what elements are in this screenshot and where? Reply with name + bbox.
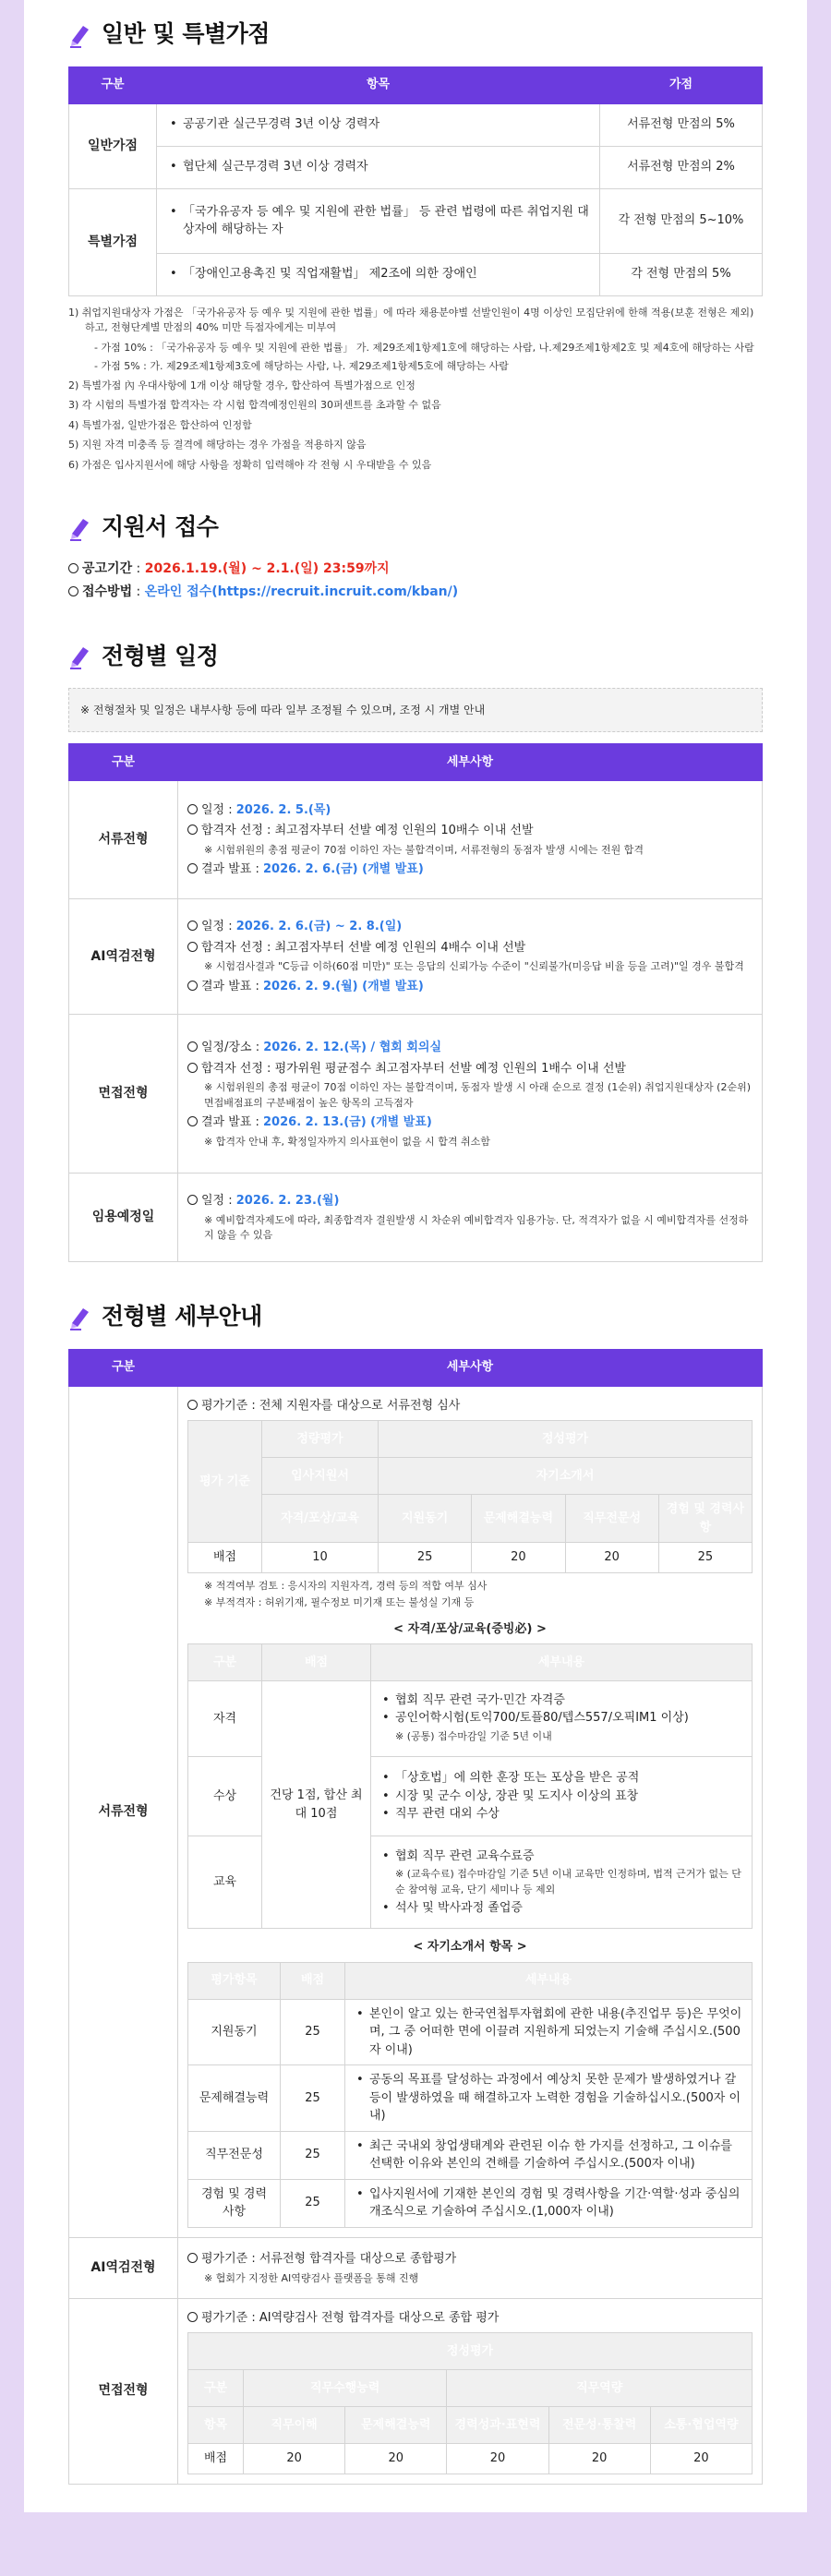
score-header: 평가 기준 bbox=[188, 1421, 262, 1543]
ai-note: ※ 협회가 지정한 AI역량검사 플랫폼을 통해 진행 bbox=[204, 2271, 419, 2284]
schedule-category: 면접전형 bbox=[69, 1015, 178, 1174]
bonus-table bbox=[68, 66, 763, 296]
score-header: 입사지원서 bbox=[262, 1458, 379, 1495]
section-title-details bbox=[68, 1299, 763, 1334]
circle-icon bbox=[68, 586, 78, 596]
section-title-text: 일반 및 특별가점 bbox=[102, 20, 270, 47]
qual-header: 세부내용 bbox=[371, 1644, 753, 1681]
qual-detail: • 「상호법」에 의한 훈장 또는 포상을 받은 공적 • 시장 및 군수 이상, 장관 및 도지사 이상의 표창 • 직무 관련 대외 수상 bbox=[371, 1757, 753, 1836]
interview-header: 문제해결능력 bbox=[345, 2407, 447, 2444]
schedule-category: 임용예정일 bbox=[69, 1174, 178, 1262]
detail-category: AI역검전형 bbox=[69, 2237, 178, 2298]
qual-note: ※ (공통) 접수마감일 기준 5년 이내 bbox=[395, 1729, 552, 1742]
schedule-note: ※ 시험검사결과 "C등급 이하(60점 미만)" 또는 응답의 신뢰가능 수준이 "신뢰불가(미응답 비율 등을 고려)"일 경우 불합격 bbox=[204, 960, 744, 972]
note: 1) 취업지원대상자 가점은 「국가유공자 등 예우 및 지원에 관한 법률」에 따라 채용분야별 선발인원이 4명 이상인 모집단위에 한해 적용(보훈 전형은 제외)하고, 전형단계별 만점의 40% 미만 득점자에게는 미부여 bbox=[68, 306, 754, 333]
circle-icon bbox=[187, 1063, 198, 1073]
score-cell: 25 bbox=[379, 1543, 472, 1573]
application-method: 접수방법 : 온라인 접수(https://recruit.incruit.com/kban/) bbox=[68, 583, 763, 602]
method-label: 접수방법 bbox=[82, 584, 133, 599]
schedule-table bbox=[68, 743, 763, 1262]
score-cell: 20 bbox=[565, 1543, 658, 1573]
schedule-detail: 일정 : 2026. 2. 23.(월) ※ 예비합격자제도에 따라, 최종합격자 결원발생 시 차순위 예비합격자 임용가능. 단, 적격자가 없을 시 예비합격자를 선정하지 않을 수 있음 bbox=[178, 1174, 763, 1262]
period-label: 공고기간 bbox=[82, 560, 133, 576]
interview-cell: 20 bbox=[244, 2444, 345, 2474]
note: - 가점 10% : 「국가유공자 등 예우 및 지원에 관한 법률」 가. 제29조제1항제1호에 해당하는 사람, 나.제29조제1항제2호 및 제4호에 해당하는 사람 bbox=[94, 341, 754, 354]
doc-note: ※ 적격여부 검토 : 응시자의 지원자격, 경력 등의 적합 여부 심사 bbox=[204, 1579, 488, 1592]
bonus-notes bbox=[68, 306, 763, 474]
interview-cell: 20 bbox=[447, 2444, 548, 2474]
schedule-detail: 일정/장소 : 2026. 2. 12.(목) / 협회 회의실 합격자 선정 : 평가위원 평균점수 최고점자부터 선발 예정 인원의 1배수 이내 선발 ※ 시험위원의 총점 평균이 70점 이하인 자는 불합격이며, 동점자 발생 시 아래 순으로 결정 (1순위) 취업지원대상자 (2순위) 면접배점표의 구분배점이 높은 항목의 고득점자 결과 발표 : 2026. 2. 13.(금) (개별 발표) ※ 합격자 안내 후, 확정일자까지 의사표현이 없을 시 합격 취소함 bbox=[178, 1015, 763, 1174]
section-title-schedule bbox=[68, 639, 763, 674]
schedule-detail: 일정 : 2026. 2. 5.(목) 합격자 선정 : 최고점자부터 선발 예정 인원의 10배수 이내 선발 ※ 시험위원의 총점 평균이 70점 이하인 자는 불합격이며, 서류전형의 동점자 발생 시에는 전원 합격 결과 발표 : 2026. 2. 6.(금) (개별 발표) bbox=[178, 781, 763, 899]
essay-detail: • 최근 국내외 창업생태계와 관련된 이슈 한 가지를 선정하고, 그 이슈를 선택한 이유와 본인의 견해를 기술하여 주십시오.(500자 이내) bbox=[345, 2131, 753, 2179]
interview-cell: 20 bbox=[650, 2444, 752, 2474]
header-category: 구분 bbox=[69, 744, 178, 781]
details-table bbox=[68, 1349, 763, 2485]
schedule-note: ※ 시험위원의 총점 평균이 70점 이하인 자는 불합격이며, 동점자 발생 시 아래 순으로 결정 (1순위) 취업지원대상자 (2순위) 면접배점표의 구분배점이 높은 항목의 고득점자 bbox=[204, 1081, 751, 1109]
qual-note: ※ (교육수료) 접수마감일 기준 5년 이내 교육만 인정하며, 법적 근거가 없는 단순 참여형 교육, 단기 세미나 등 제외 bbox=[395, 1868, 741, 1896]
qual-header: 배점 bbox=[262, 1644, 371, 1681]
essay-header: 배점 bbox=[281, 1962, 345, 1999]
doc-detail bbox=[178, 1386, 763, 2237]
circle-icon bbox=[187, 921, 198, 931]
interview-cell: 20 bbox=[548, 2444, 650, 2474]
schedule-note: ※ 예비합격자제도에 따라, 최종합격자 결원발생 시 차순위 예비합격자 임용가능. 단, 적격자가 없을 시 예비합격자를 선정하지 않을 수 있음 bbox=[204, 1213, 749, 1242]
score-cell: 배점 bbox=[188, 1543, 262, 1573]
pencil-icon bbox=[68, 513, 94, 541]
score-header: 자격/포상/교육 bbox=[262, 1495, 379, 1543]
circle-icon bbox=[187, 1116, 198, 1126]
score-cell: 10 bbox=[262, 1543, 379, 1573]
bonus-item bbox=[157, 146, 600, 188]
interview-header: 직무이해 bbox=[244, 2407, 345, 2444]
qual-header: 구분 bbox=[188, 1644, 262, 1681]
essay-category: 문제해결능력 bbox=[188, 2065, 281, 2132]
essay-category: 지원동기 bbox=[188, 1999, 281, 2065]
note: - 가점 5% : 가. 제29조제1항제3호에 해당하는 사람, 나. 제29조제1항제5호에 해당하는 사람 bbox=[94, 360, 509, 372]
category-special: 특별가점 bbox=[69, 188, 157, 295]
essay-detail: • 입사지원서에 기재한 본인의 경험 및 경력사항을 기간·역할·성과 중심의 개조식으로 기술하여 주십시오.(1,000자 이내) bbox=[345, 2179, 753, 2227]
essay-score: 25 bbox=[281, 2065, 345, 2132]
interview-header: 정성평가 bbox=[188, 2333, 753, 2370]
circle-icon bbox=[187, 942, 198, 952]
circle-icon bbox=[187, 804, 198, 814]
schedule-note: ※ 합격자 안내 후, 확정일자까지 의사표현이 없을 시 합격 취소함 bbox=[204, 1135, 490, 1148]
header-detail: 세부사항 bbox=[178, 744, 763, 781]
qual-category: 교육 bbox=[188, 1836, 262, 1929]
essay-score: 25 bbox=[281, 2131, 345, 2179]
pencil-icon bbox=[68, 1303, 94, 1330]
essay-header: 세부내용 bbox=[345, 1962, 753, 1999]
circle-icon bbox=[187, 1041, 198, 1052]
score-header: 문제해결능력 bbox=[472, 1495, 565, 1543]
essay-category: 경험 및 경력사항 bbox=[188, 2179, 281, 2227]
section-title-application bbox=[68, 510, 763, 545]
application-link[interactable]: 온라인 접수(https://recruit.incruit.com/kban/) bbox=[144, 584, 459, 599]
interview-header: 직무역량 bbox=[447, 2370, 753, 2407]
bonus-item-text: • 「장애인고용촉진 및 직업재활법」 제2조에 의한 장애인 bbox=[166, 265, 590, 283]
note: 2) 특별가점 內 우대사항에 1개 이상 해당할 경우, 합산하여 특별가점으로 인정 bbox=[68, 379, 416, 391]
interview-score-table bbox=[187, 2332, 753, 2474]
essay-category: 직무전문성 bbox=[188, 2131, 281, 2179]
detail-category: 면접전형 bbox=[69, 2298, 178, 2484]
ai-detail bbox=[178, 2237, 763, 2298]
qual-detail: • 협회 직무 관련 교육수료증 ※ (교육수료) 접수마감일 기준 5년 이내 교육만 인정하며, 법적 근거가 없는 단순 참여형 교육, 단기 세미나 등 제외 • 석사 및 박사과정 졸업증 bbox=[371, 1836, 753, 1929]
bonus-item-text: • 협단체 실근무경력 3년 이상 경력자 bbox=[166, 158, 590, 176]
header-category: 구분 bbox=[69, 1349, 178, 1386]
interview-detail bbox=[178, 2298, 763, 2484]
note: 3) 각 시험의 특별가점 합격자는 각 시험 합격예정인원의 30퍼센트를 초과할 수 없음 bbox=[68, 399, 441, 411]
essay-score: 25 bbox=[281, 1999, 345, 2065]
header-detail: 세부사항 bbox=[178, 1349, 763, 1386]
section-title-text: 전형별 세부안내 bbox=[102, 1303, 262, 1330]
score-header: 자기소개서 bbox=[379, 1458, 753, 1495]
bonus-points: 서류전형 만점의 5% bbox=[600, 103, 763, 146]
circle-icon bbox=[187, 863, 198, 873]
pencil-icon bbox=[68, 642, 94, 669]
criteria-text: 평가기준 : 전체 지원자를 대상으로 서류전형 심사 bbox=[201, 1398, 461, 1413]
header-item: 항목 bbox=[157, 66, 600, 103]
note: 6) 가점은 입사지원서에 해당 사항을 정확히 입력해야 각 전형 시 우대받을 수 있음 bbox=[68, 458, 432, 471]
interview-cell: 20 bbox=[345, 2444, 447, 2474]
doc-note: ※ 부적격자 : 허위기재, 필수정보 미기재 또는 불성실 기재 등 bbox=[204, 1596, 475, 1608]
essay-table bbox=[187, 1962, 753, 2228]
essay-score: 25 bbox=[281, 2179, 345, 2227]
bonus-points: 서류전형 만점의 2% bbox=[600, 146, 763, 188]
schedule-category: AI역검전형 bbox=[69, 899, 178, 1015]
header-points: 가점 bbox=[600, 66, 763, 103]
category-general: 일반가점 bbox=[69, 103, 157, 188]
qual-score: 건당 1점, 합산 최대 10점 bbox=[262, 1681, 371, 1929]
score-table bbox=[187, 1420, 753, 1573]
schedule-notice: ※ 전형절차 및 일정은 내부사항 등에 따라 일부 조정될 수 있으며, 조정 시 개별 안내 bbox=[68, 688, 763, 732]
bonus-item bbox=[157, 188, 600, 253]
qual-detail: • 협회 직무 관련 국가·민간 자격증 • 공인어학시험(토익700/토플80/텝스557/오픽IM1 이상) ※ (공통) 접수마감일 기준 5년 이내 bbox=[371, 1681, 753, 1757]
score-header: 정성평가 bbox=[379, 1421, 753, 1458]
bonus-item-text: • 공공기관 실근무경력 3년 이상 경력자 bbox=[166, 115, 590, 134]
qualification-subtitle: < 자격/포상/교육(증빙必) > bbox=[393, 1621, 547, 1636]
circle-icon bbox=[68, 563, 78, 573]
score-cell: 20 bbox=[472, 1543, 565, 1573]
essay-subtitle: < 자기소개서 항목 > bbox=[413, 1940, 527, 1954]
interview-cell: 배점 bbox=[188, 2444, 244, 2474]
interview-header: 전문성·통찰력 bbox=[548, 2407, 650, 2444]
interview-header: 직무수행능력 bbox=[244, 2370, 447, 2407]
bonus-points: 각 전형 만점의 5~10% bbox=[600, 188, 763, 253]
period-value: 2026.1.19.(월) ~ 2.1.(일) 23:59까지 bbox=[144, 560, 390, 576]
score-cell: 25 bbox=[658, 1543, 752, 1573]
interview-header: 구분 bbox=[188, 2370, 244, 2407]
qual-category: 수상 bbox=[188, 1757, 262, 1836]
essay-detail: • 본인이 알고 있는 한국연첩투자협회에 관한 내용(추진업무 등)은 무엇이며, 그 중 어떠한 면에 이끌려 지원하게 되었는지 기술해 주십시오.(500자 이내) bbox=[345, 1999, 753, 2065]
note: 5) 지원 자격 미충족 등 결격에 해당하는 경우 가점을 적용하지 않음 bbox=[68, 439, 367, 451]
pencil-icon bbox=[68, 20, 94, 48]
application-period: 공고기간 : 2026.1.19.(월) ~ 2.1.(일) 23:59까지 bbox=[68, 560, 763, 579]
schedule-detail: 일정 : 2026. 2. 6.(금) ~ 2. 8.(일) 합격자 선정 : 최고점자부터 선발 예정 인원의 4배수 이내 선발 ※ 시험검사결과 "C등급 이하(60점 미만)" 또는 응답의 신뢰가능 수준이 "신뢰불가(미응답 비율 등을 고려)"일 경우 불합격 결과 발표 : 2026. 2. 9.(월) (개별 발표) bbox=[178, 899, 763, 1015]
section-title-text: 전형별 일정 bbox=[102, 642, 219, 669]
score-header: 직무전문성 bbox=[565, 1495, 658, 1543]
score-header: 지원동기 bbox=[379, 1495, 472, 1543]
essay-header: 평가항목 bbox=[188, 1962, 281, 1999]
bonus-item-text: • 「국가유공자 등 예우 및 지원에 관한 법률」 등 관련 법령에 따른 취업지원 대상자에 해당하는 자 bbox=[166, 203, 590, 239]
circle-icon bbox=[187, 981, 198, 991]
circle-icon bbox=[187, 2312, 198, 2322]
circle-icon bbox=[187, 825, 198, 835]
section-title-text: 지원서 접수 bbox=[102, 513, 219, 540]
score-header: 경험 및 경력사항 bbox=[658, 1495, 752, 1543]
interview-header: 소통·협업역량 bbox=[650, 2407, 752, 2444]
detail-category: 서류전형 bbox=[69, 1386, 178, 2237]
qual-category: 자격 bbox=[188, 1681, 262, 1757]
circle-icon bbox=[187, 2253, 198, 2263]
note: 4) 특별가점, 일반가점은 합산하여 인정함 bbox=[68, 418, 252, 431]
circle-icon bbox=[187, 1195, 198, 1205]
criteria-text: 평가기준 : 서류전형 합격자를 대상으로 종합평가 bbox=[201, 2252, 457, 2266]
qualification-table bbox=[187, 1643, 753, 1929]
bonus-points: 각 전형 만점의 5% bbox=[600, 253, 763, 295]
bonus-item bbox=[157, 103, 600, 146]
interview-header: 항목 bbox=[188, 2407, 244, 2444]
score-header: 정량평가 bbox=[262, 1421, 379, 1458]
essay-detail: • 공동의 목표를 달성하는 과정에서 예상치 못한 문제가 발생하였거나 갈등이 발생하였을 때 해결하고자 노력한 경험을 기술하십시오.(500자 이내) bbox=[345, 2065, 753, 2132]
criteria-text: 평가기준 : AI역량검사 전형 합격자를 대상으로 종합 평가 bbox=[201, 2310, 500, 2325]
circle-icon bbox=[187, 1400, 198, 1410]
schedule-note: ※ 시험위원의 총점 평균이 70점 이하인 자는 불합격이며, 서류전형의 동점자 발생 시에는 전원 합격 bbox=[204, 843, 644, 856]
page bbox=[24, 0, 807, 2512]
schedule-category: 서류전형 bbox=[69, 781, 178, 899]
interview-header: 경력성과·표현력 bbox=[447, 2407, 548, 2444]
bonus-item bbox=[157, 253, 600, 295]
header-category: 구분 bbox=[69, 66, 157, 103]
section-title-bonus bbox=[68, 17, 763, 52]
